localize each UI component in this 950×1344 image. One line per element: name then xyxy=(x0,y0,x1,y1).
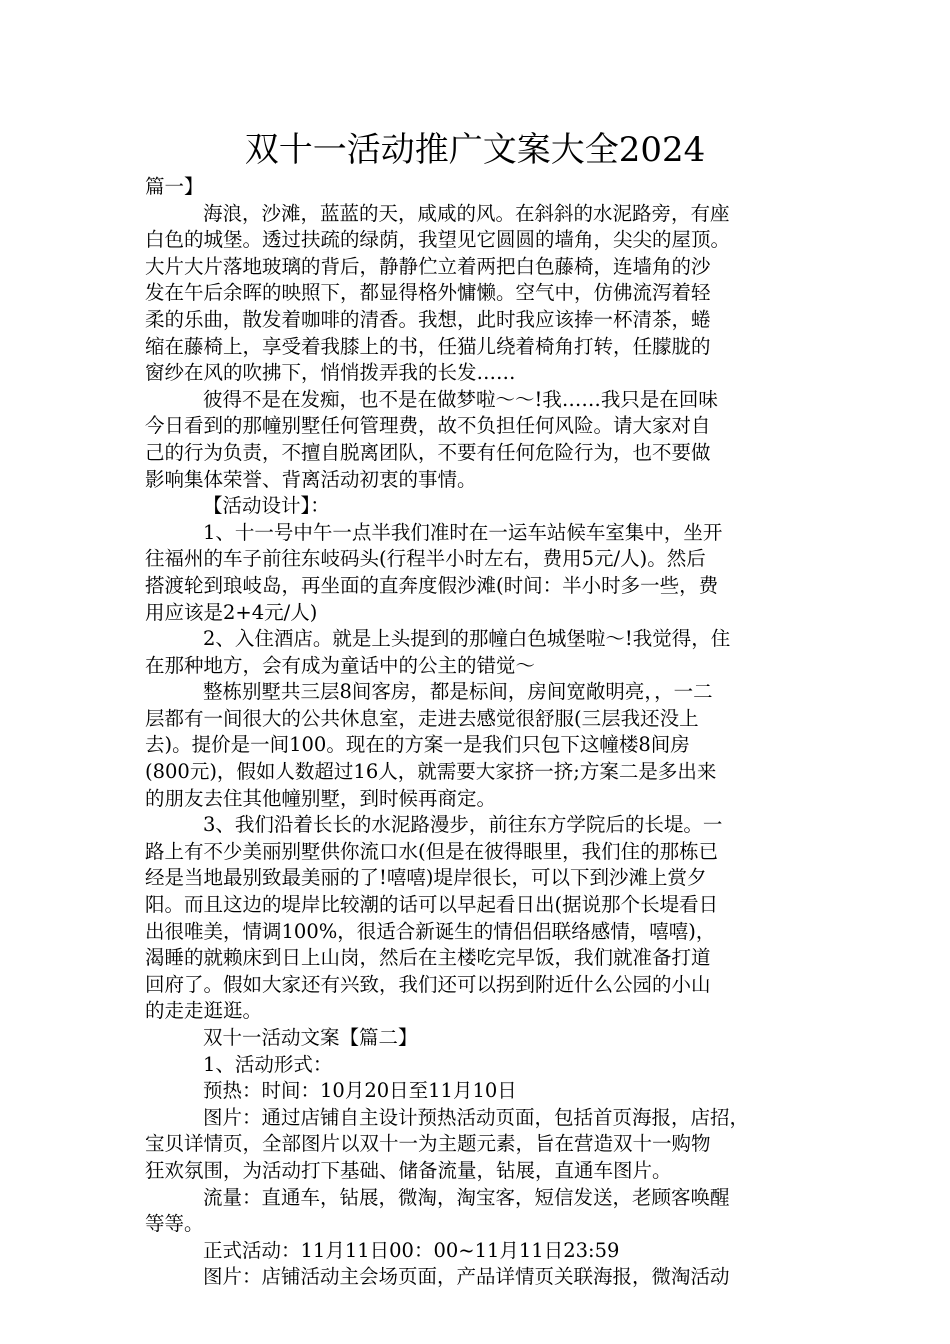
text-line: 狂欢氛围，为活动打下基础、储备流量，钻展，直通车图片。 xyxy=(145,1158,672,1182)
text-line: 在那种地方，会有成为童话中的公主的错觉～ xyxy=(145,653,536,677)
text-line: 往福州的车子前往东岐码头(行程半小时左右，费用5元/人)。然后 xyxy=(145,547,706,571)
text-line: 出很唯美，情调100%，很适合新诞生的情侣侣联络感情，嘻嘻)， xyxy=(145,919,716,943)
text-line: 渴睡的就赖床到日上山岗，然后在主楼吃完早饭，我们就准备打道 xyxy=(145,946,711,970)
text-line: 经是当地最别致最美丽的了!嘻嘻)堤岸很长，可以下到沙滩上赏夕 xyxy=(145,866,707,890)
text-line: 正式活动：11月11日00：00~11月11日23:59 xyxy=(203,1238,620,1262)
text-line: 用应该是2+4元/人) xyxy=(145,600,318,624)
text-line: 宝贝详情页，全部图片以双十一为主题元素，旨在营造双十一购物 xyxy=(145,1132,711,1156)
text-line: 己的行为负责，不擅自脱离团队，不要有任何危险行为，也不要做 xyxy=(145,440,711,464)
text-line: 图片：店铺活动主会场页面，产品详情页关联海报，微淘活动 xyxy=(203,1265,730,1289)
text-line: 2、入住酒店。就是上头提到的那幢白色城堡啦～!我觉得，住 xyxy=(203,627,731,651)
text-line: 的朋友去住其他幢别墅，到时候再商定。 xyxy=(145,786,497,810)
text-line: 整栋别墅共三层8间客房，都是标间，房间宽敞明亮，，一二 xyxy=(203,680,713,704)
text-line: 去)。提价是一间100。现在的方案一是我们只包下这幢楼8间房 xyxy=(145,733,690,757)
text-line: 图片：通过店铺自主设计预热活动页面，包括首页海报，店招， xyxy=(203,1105,750,1129)
text-line: 发在午后余晖的映照下，都显得格外慵懒。空气中，仿佛流泻着轻 xyxy=(145,281,711,305)
document-body xyxy=(145,174,835,1291)
text-line: 回府了。假如大家还有兴致，我们还可以拐到附近什么公园的小山 xyxy=(145,972,711,996)
text-line: (800元)，假如人数超过16人，就需要大家挤一挤;方案二是多出来 xyxy=(145,760,717,784)
text-line: 流量：直通车，钻展，微淘，淘宝客，短信发送，老顾客唤醒 xyxy=(203,1185,730,1209)
text-line: 阳。而且这边的堤岸比较潮的话可以早起看日出(据说那个长堤看日 xyxy=(145,893,719,917)
text-line: 篇一】 xyxy=(145,175,204,198)
document-title: 双十一活动推广文案大全2024 xyxy=(244,130,706,170)
text-line: 窗纱在风的吹拂下，悄悄拨弄我的长发…… xyxy=(145,361,516,385)
text-line: 等等。 xyxy=(145,1212,204,1236)
text-line: 搭渡轮到琅岐岛，再坐面的直奔度假沙滩(时间：半小时多一些，费 xyxy=(145,573,719,597)
text-line: 双十一活动文案【篇二】 xyxy=(203,1026,418,1049)
text-line: 【活动设计】： xyxy=(203,494,330,518)
text-line: 今日看到的那幢别墅任何管理费，故不负担任何风险。请大家对自 xyxy=(145,414,711,438)
text-line: 的走走逛逛。 xyxy=(145,999,263,1023)
text-line: 1、十一号中午一点半我们准时在一运车站候车室集中，坐开 xyxy=(203,520,723,544)
text-line: 影响集体荣誉、背离活动初衷的事情。 xyxy=(145,467,477,491)
text-line: 3、我们沿着长长的水泥路漫步，前往东方学院后的长堤。一 xyxy=(203,813,723,837)
text-line: 大片大片落地玻璃的背后，静静伫立着两把白色藤椅，连墙角的沙 xyxy=(145,254,711,278)
text-line: 层都有一间很大的公共休息室，走进去感觉很舒服(三层我还没上 xyxy=(145,706,699,730)
text-line: 白色的城堡。透过扶疏的绿荫，我望见它圆圆的墙角，尖尖的屋顶。 xyxy=(145,228,731,252)
text-line: 柔的乐曲，散发着咖啡的清香。我想，此时我应该捧一杯清茶，蜷 xyxy=(145,307,711,331)
text-line: 路上有不少美丽别墅供你流口水(但是在彼得眼里，我们住的那栋已 xyxy=(145,839,719,863)
text-line: 预热：时间：10月20日至11月10日 xyxy=(203,1079,517,1103)
text-line: 缩在藤椅上，享受着我膝上的书，任猫儿绕着椅角打转，任朦胧的 xyxy=(145,334,711,358)
text-line: 彼得不是在发痴，也不是在做梦啦～～!我……我只是在回味 xyxy=(203,387,718,411)
text-line: 海浪，沙滩，蓝蓝的天，咸咸的风。在斜斜的水泥路旁，有座 xyxy=(203,201,730,225)
text-line: 1、活动形式： xyxy=(203,1052,333,1076)
